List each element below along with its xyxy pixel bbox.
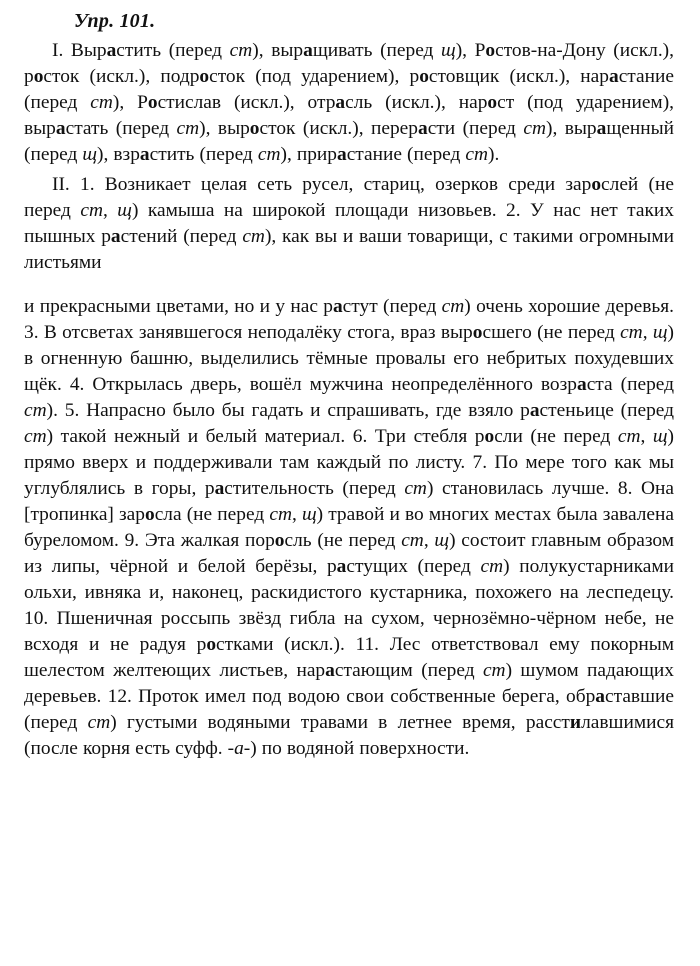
condition-letters: -а- bbox=[227, 738, 251, 759]
stressed-root-vowel: а bbox=[303, 40, 313, 61]
condition-letters: щ bbox=[652, 322, 668, 343]
condition-letters: ст bbox=[229, 40, 253, 61]
condition-letters: ст bbox=[401, 530, 424, 551]
stressed-root-vowel: о bbox=[249, 118, 260, 139]
condition-letters: ст bbox=[24, 426, 47, 447]
stressed-root-vowel: а bbox=[139, 144, 150, 165]
stressed-root-vowel: и bbox=[569, 712, 582, 733]
condition-letters: ст bbox=[465, 144, 489, 165]
condition-letters: ст bbox=[242, 226, 265, 247]
condition-letters: ст bbox=[404, 478, 427, 499]
condition-letters: ст bbox=[24, 400, 47, 421]
condition-letters: ст bbox=[482, 660, 506, 681]
stressed-root-vowel: а bbox=[325, 660, 335, 681]
stressed-root-vowel: о bbox=[484, 426, 495, 447]
condition-letters: ст bbox=[176, 118, 200, 139]
exercise-part-2-roman-II: II. 1. Возникает целая сеть русел, стариц, озерков среди зарослей (не перед ст, щ) камыша на широкой площади низовьев. 2. У нас нет таких пышных растений (перед ст), как вы и ваши товарищи, с такими огромными листьями bbox=[24, 174, 674, 273]
condition-letters: ст bbox=[480, 556, 504, 577]
stressed-root-vowel: о bbox=[485, 40, 496, 61]
stressed-root-vowel: о bbox=[274, 530, 285, 551]
stressed-root-vowel: о bbox=[472, 322, 483, 343]
condition-letters: щ bbox=[301, 504, 317, 525]
stressed-root-vowel: а bbox=[214, 478, 225, 499]
stressed-root-vowel: о bbox=[33, 66, 44, 87]
stressed-root-vowel: о bbox=[206, 634, 217, 655]
condition-letters: щ bbox=[82, 144, 98, 165]
stressed-root-vowel: о bbox=[199, 66, 210, 87]
stressed-root-vowel: а bbox=[336, 556, 347, 577]
stressed-root-vowel: а bbox=[417, 118, 428, 139]
stressed-root-vowel: а bbox=[335, 92, 346, 113]
stressed-root-vowel: а bbox=[332, 296, 343, 317]
stressed-root-vowel: а bbox=[595, 686, 605, 707]
stressed-root-vowel: а bbox=[106, 40, 117, 61]
condition-letters: ст bbox=[620, 322, 643, 343]
stressed-root-vowel: о bbox=[591, 174, 602, 195]
stressed-root-vowel: а bbox=[336, 144, 347, 165]
stressed-root-vowel: о bbox=[487, 92, 498, 113]
condition-letters: ст bbox=[87, 712, 111, 733]
column-break-gap bbox=[24, 276, 674, 294]
condition-letters: ст bbox=[90, 92, 113, 113]
stressed-root-vowel: а bbox=[608, 66, 619, 87]
condition-letters: ст bbox=[523, 118, 546, 139]
exercise-part-2-continued: и прекрасными цветами, но и у нас растут (перед ст) очень хорошие деревья. 3. В отсветах занявшегося неподалёку стога, враз выросшего (не перед ст, щ) в огненную башню, выделились тёмные провалы его небритых похудевших щёк. 4. Открылась дверь, вошёл мужчина неопределённого возраста (перед ст). 5. Напрасно было бы гадать и спрашивать, где взяло растеньице (перед ст) такой нежный и белый материал. 6. Три стебля росли (не перед ст, щ) прямо вверх и поддерживали там каждый по листу. 7. По мере того как мы углублялись в горы, растительность (перед ст) становилась лучше. 8. Она [тропинка] заросла (не перед ст, щ) травой и во многих местах была завалена буреломом. 9. Эта жалкая поросль (не перед ст, щ) состоит главным образом из липы, чёрной и белой берёзы, растущих (перед ст) полукустарниками ольхи, ивняка и, наконец, раскидистого кустарника, похожего на леспедецу. 10. Пшеничная россыпь звёзд гибла на сухом, чернозёмно-чёрном небе, не всходя и не радуя ростками (искл.). 11. Лес ответствовал ему покорным шелестом желтеющих листьев, нарастающим (перед ст) шумом падающих деревьев. 12. Проток имел под водою свои собственные берега, обраставшие (перед ст) густыми водяными травами в летнее время, расстилавшимися (после корня есть суфф. -а-) по водяной поверхности. bbox=[24, 296, 675, 759]
condition-letters: щ bbox=[434, 530, 450, 551]
condition-letters: ст bbox=[80, 200, 103, 221]
condition-letters: ст bbox=[269, 504, 292, 525]
exercise-part-1-roman-I: I. Вырастить (перед ст), выращивать (перед щ), Ростов-на-Дону (искл.), росток (искл.), подросток (под ударением), ростовщик (искл.), нарастание (перед ст), Ростислав (искл.), отрасль (искл.), нарост (под ударением), вырастать (перед ст), выросток (искл.), перерасти (перед ст), выращенный (перед щ), взрастить (перед ст), прирастание (перед ст). bbox=[24, 40, 675, 165]
condition-letters: ст bbox=[617, 426, 641, 447]
condition-letters: ст bbox=[257, 144, 281, 165]
stressed-root-vowel: а bbox=[577, 374, 587, 395]
stressed-root-vowel: а bbox=[55, 118, 66, 139]
stressed-root-vowel: о bbox=[419, 66, 429, 87]
stressed-root-vowel: о bbox=[144, 504, 155, 525]
exercise-heading: Упр. 101. bbox=[74, 10, 156, 32]
stressed-root-vowel: а bbox=[596, 118, 607, 139]
stressed-root-vowel: о bbox=[147, 92, 158, 113]
condition-letters: щ bbox=[441, 40, 456, 61]
stressed-root-vowel: а bbox=[110, 226, 121, 247]
condition-letters: щ bbox=[652, 426, 668, 447]
stressed-root-vowel: а bbox=[529, 400, 540, 421]
condition-letters: ст bbox=[441, 296, 465, 317]
condition-letters: щ bbox=[117, 200, 132, 221]
